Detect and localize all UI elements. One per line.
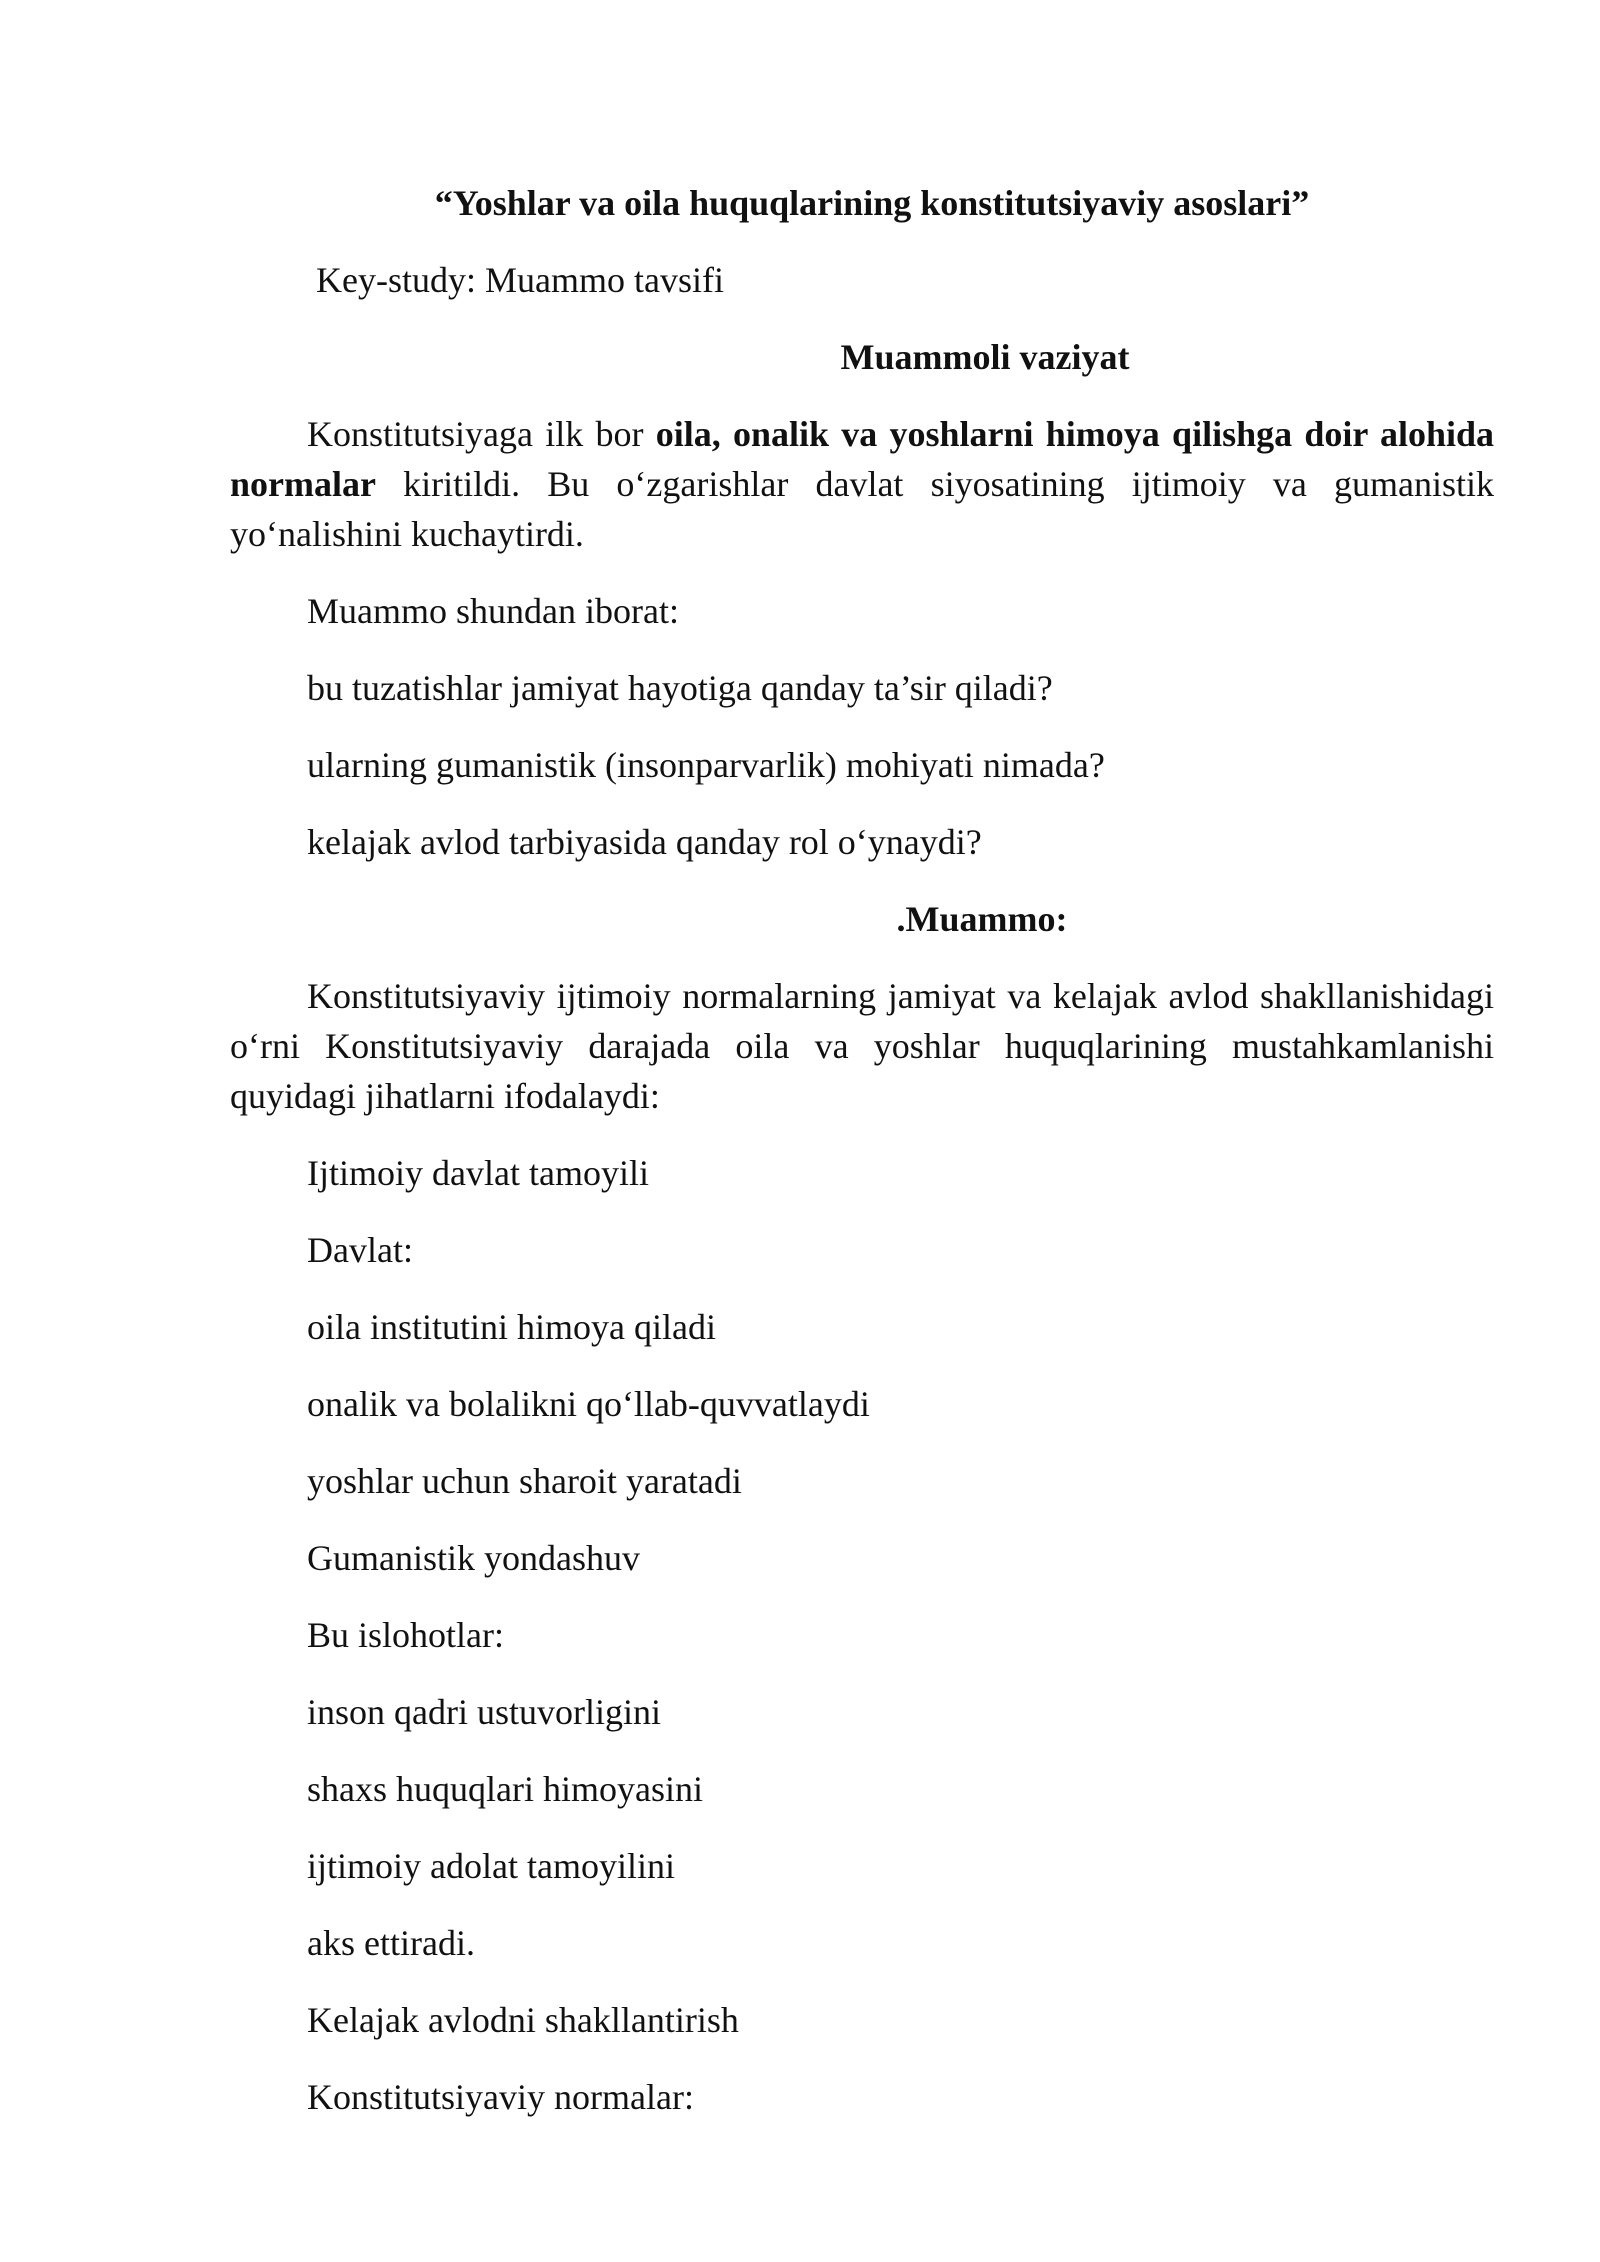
body-line: Konstitutsiyaviy normalar: [307, 2077, 694, 2117]
body-line: aks ettiradi. [307, 1923, 475, 1963]
body-line: Bu islohotlar: [307, 1615, 504, 1655]
intro-paragraph-tail: kiritildi. Bu o‘zgarishlar davlat siyosatining ijtimoiy va gumanistik yo‘nalishini kuchaytirdi. [230, 464, 1494, 554]
section-heading-muammoli-vaziyat: Muammoli vaziyat [840, 337, 1130, 377]
intro-paragraph-lead: Konstitutsiyaga ilk bor [307, 414, 656, 454]
question-line: ularning gumanistik (insonparvarlik) mohiyati nimada? [307, 745, 1105, 785]
body-line: shaxs huquqlari himoyasini [307, 1769, 703, 1809]
body-paragraph: Konstitutsiyaviy ijtimoiy normalarning jamiyat va kelajak avlod shakllanishidagi o‘rni Konstitutsiyaviy darajada oila va yoshlar huquqlarining mustahkamlanishi quyidagi jihatlarni ifodalaydi: [230, 976, 1494, 1116]
body-line: onalik va bolalikni qo‘llab-quvvatlaydi [307, 1384, 870, 1424]
body-line: Davlat: [307, 1230, 413, 1270]
body-line: Gumanistik yondashuv [307, 1538, 640, 1578]
intro-paragraph [230, 409, 1494, 559]
intro-paragraph-bold: oila, onalik va yoshlarni himoya qilishga doir alohida normalar [230, 414, 1494, 504]
body-line: Kelajak avlodni shakllantirish [307, 2000, 739, 2040]
document-title: “Yoshlar va oila huquqlarining konstitutsiyaviy asoslari” [434, 183, 1310, 223]
question-line: bu tuzatishlar jamiyat hayotiga qanday ta’sir qiladi? [307, 668, 1053, 708]
body-line: inson qadri ustuvorligini [307, 1692, 661, 1732]
section-heading-muammo: .Muammo: [896, 899, 1068, 939]
body-line: oila institutini himoya qiladi [307, 1307, 716, 1347]
body-line: Ijtimoiy davlat tamoyili [307, 1153, 649, 1193]
keystudy-line: Key-study: Muammo tavsifi [316, 260, 724, 300]
question-line: kelajak avlod tarbiyasida qanday rol o‘ynaydi? [307, 822, 982, 862]
document-body [230, 178, 1494, 2149]
problem-intro: Muammo shundan iborat: [307, 591, 679, 631]
body-line: yoshlar uchun sharoit yaratadi [307, 1461, 742, 1501]
body-line: ijtimoiy adolat tamoyilini [307, 1846, 675, 1886]
